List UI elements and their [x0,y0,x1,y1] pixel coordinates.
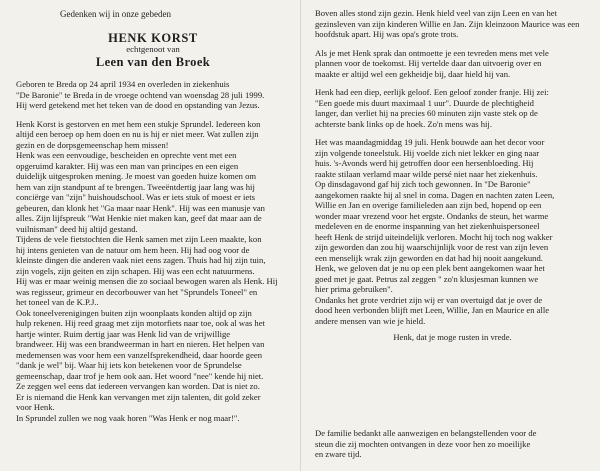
text-line: heeft Henk de strijd uiteindelijk verloren. Mocht hij toch nog wakker [315,231,553,242]
text-line: brandweer. Hij was een brandweerman in hart en nieren. Het helpen van [16,339,265,349]
text-line: gebeuren, dan klonk het "Ga maar naar Henk". Hij was een manusje van [16,202,265,213]
text-line: kleinste dingen die anderen vaak niet eens zagen. Thuis had hij zijn tuin, [16,255,266,265]
text-line: Tijdens de vele fietstochten die Henk samen met zijn Leen maakte, kon [16,234,262,244]
family-thanks [315,428,590,460]
text-line: altijd een beroep op hem doen en nu is hij er niet meer. Wat zullen zijn [16,129,259,139]
text-line: zijn geworden dan zou hij waarschijnlijk voor de rest van zijn leven [315,242,549,252]
text-line: hem van zijn standpunt af te brengen. Tweeëntdertig jaar lang was hij [16,181,255,192]
text-line: hij intens genieten van de natuur om hem heen. Hij had oog voor de [16,244,250,255]
text-line: Ze zeggen wel eens dat iedereen vervangen kan worden. Dat is niet zo. [16,381,260,391]
intro-paragraph [16,79,290,111]
text-line: Het was maandagmiddag 19 juli. Henk bouwde aan het decor voor [315,137,545,147]
text-line: Hij was er maar weinig mensen die zo sociaal bewogen waren als Henk. Hij [16,276,278,286]
text-line: duidelijk uitgesproken mening. Je moest van goeden huize komen om [16,171,257,181]
text-line: "De Baronie" te Breda in de vroege ochtend van woensdag 28 juli 1999. [16,89,265,100]
text-line: zijn volgende toneelstuk. Hij voelde zich niet lekker en ging naar [315,147,540,158]
spouse-name: Leen van den Broek [95,54,211,69]
text-line: Willie en Jan en overige familieleden aan zijn bed, hopend op een [315,200,542,210]
text-line: gezin en de dorpsgemeenschap hem missen! [16,139,169,150]
text-line: Als je met Henk sprak dan ontmoette je een tevreden mens met vele [315,47,549,58]
text-line: huis. 's-Avonds werd hij getroffen door een hersenbloeding. Hij [315,158,534,168]
text-line: vuilnisman" deed hij altijd gestand. [16,223,138,234]
text-line: dood heen verbonden blijft met Leen, Willie, Jan en Maurice en alle [315,305,550,315]
text-line: medeleven en de enorme inspanning van het ziekenhuispersoneel [315,221,540,231]
illness-paragraph [315,137,590,326]
text-line: In Sprundel zullen we nog vaak horen "Was Henk er nog maar!". [16,412,240,423]
text-line: opgeruimd karakter. Hij was een man van principes en een eigen [16,160,239,171]
text-line: Op dinsdagavond gaf hij zich toch gewonnen. In "De Baronie" [315,179,531,189]
spouse-label: echtgenoot van [126,44,180,54]
text-line: het toneel van de K.P.J.. [16,297,99,307]
text-line: aangekomen raakte hij al snel in coma. Dagen en nachten zaten Leen, [315,189,555,200]
text-line: raakte stilaan verlamd maar wilde persé niet naar het ziekenhuis. [315,168,538,179]
text-line: zijn vogels, zijn geiten en zijn schapen. Hij was een echt natuurmens. [16,265,255,276]
text-line: Ondanks het grote verdriet zijn wij er van overtuigd dat je over de [315,294,543,305]
faith-paragraph [315,87,590,129]
text-line: achterste bank links op de hoek. Zo'n mens was hij. [315,118,492,129]
text-line: wonder maar vrezend voor het ergste. Ondanks de steun, het warme [315,210,549,221]
text-line: Er is niemand die Henk kan vervangen met zijn talenten, dit gold zeker [16,391,261,402]
text-line: was regisseur, grimeur en decorbouwer van het "Sprundels Toneel" en [16,286,258,297]
text-line: conciërge van "zijn" huishoudschool. Was er iets stuk of moest er iets [16,192,255,202]
text-line: Henk had een diep, eerlijk geloof. Een geloof zonder franje. Hij zei: [315,87,549,97]
text-line: alles. Zijn lijfspreuk "Wat Henkie niet maken kan, geef dat maar aan de [16,213,262,223]
text-line: een menselijk wrak zijn geworden en dat had hij nooit aangekund. [315,252,543,263]
gedenken-line: Gedenken wij in onze gebeden [60,9,171,19]
text-line: "dank je wel" bij. Waar hij iets kon betekenen voor de Sprundelse [16,360,242,370]
text-line: Hij werd getekend met het teken van de dood en opstanding van Jezus. [16,100,260,110]
text-line: hartje winter. Ruim dertig jaar was Henk lid van de vrijwillige [16,328,231,339]
text-line: gezinsleven van zijn kinderen Willie en Jan. Zijn kleinzoon Maurice was een [315,18,580,29]
text-line: hulp rekenen. Hij reed graag met zijn motorfiets naar toe, ook al was het [16,318,265,328]
text-line: gemeenschap, daar trof je hem ook aan. Het woord "nee" kende hij niet. [16,370,264,381]
text-line: steun die zij mochten ontvangen in deze voor hen zo moeilijke [315,438,531,449]
text-line: Henk Korst is gestorven en met hem een stukje Sprundel. Iedereen kon [16,118,261,129]
text-line: goed met je gaat. Petrus zal zeggen " zo'n klusjesman kunnen we [315,273,539,284]
text-line: voor Henk. [16,402,55,412]
text-line: langer, dan verliet hij na precies 60 minuten zijn vaste stek op de [315,108,538,118]
right-page [300,0,600,471]
text-line: hier prima gebruiken". [315,284,393,294]
text-line: en zware tijd. [315,449,362,459]
text-line: maakte er altijd wel een gekheidje bij, daar hield hij van. [315,68,511,79]
text-line: Ook toneelverenigingen buiten zijn woonplaats konden altijd op zijn [16,307,252,318]
text-line: Boven alles stond zijn gezin. Henk hield veel van zijn Leen en van het [315,8,557,18]
biography [16,119,290,424]
family-paragraph [315,8,590,40]
character-paragraph [315,48,590,80]
closing-line: Henk, dat je moge rusten in vrede. [393,332,512,342]
text-line: andere mensen van wie je hield. [315,315,426,326]
text-line: hoofdstuk apart. Hij was opa's grote trots. [315,29,459,39]
deceased-name: HENK KORST [108,30,198,45]
text-line: medemensen was voor hem een vanzelfsprekendheid, daar hoorde geen [16,349,263,360]
text-line: Geboren te Breda op 24 april 1934 en overleden in ziekenhuis [16,79,230,89]
text-line: "Een goede mis duurt maximaal 1 uur". Duurde de plechtigheid [315,97,534,108]
text-line: plannen voor de toekomst. Hij vertelde daar dan uitvoerig over en [315,58,542,68]
text-line: Henk, we geloven dat je nu op een plek bent aangekomen waar het [315,263,545,273]
text-line: Henk was een eenvoudige, bescheiden en oprechte vent met een [16,150,237,160]
text-line: De familie bedankt alle aanwezigen en belangstellenden voor de [315,428,537,438]
